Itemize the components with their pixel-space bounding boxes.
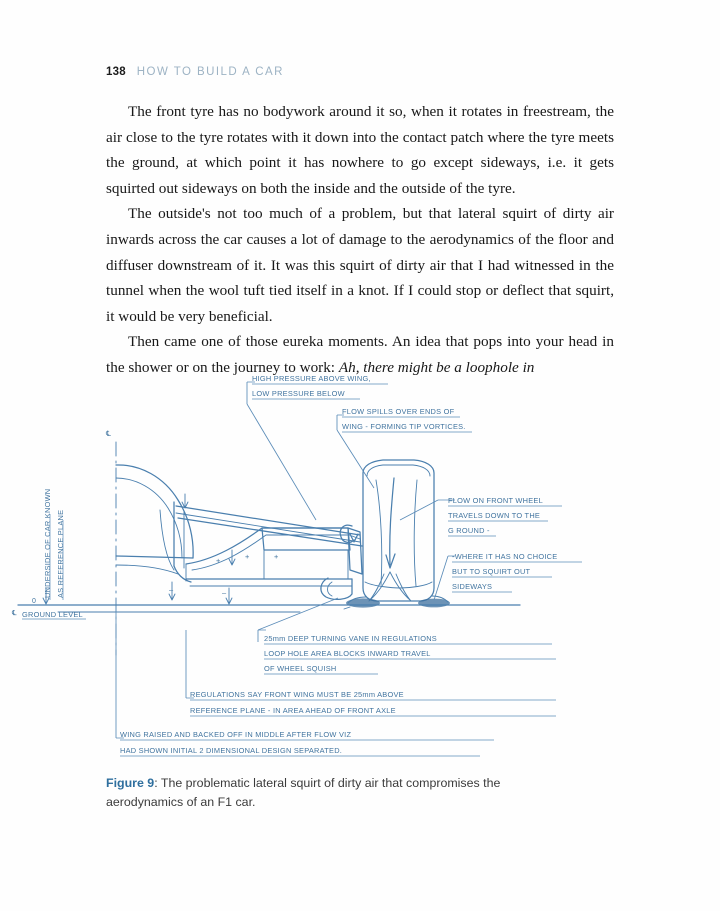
- figure-caption-label: Figure 9: [106, 776, 155, 790]
- paragraph-1: The front tyre has no bodywork around it so, when it rotates in freestream, the air close to the tyre rotates with it down into the contact patch where the tyre meets the ground, at which point it has nowhere to go except sideways, i.e. it gets squirted out sideways on both the inside and the outside of the tyre.: [106, 103, 614, 197]
- annotation-regs-line-1: REGULATIONS SAY FRONT WING MUST BE 25mm ABOVE: [190, 690, 404, 699]
- body-text-column: [106, 99, 614, 381]
- pressure-plus-2: +: [245, 552, 250, 561]
- annotation-wing-raised: [116, 610, 494, 756]
- book-title: HOW TO BUILD A CAR: [136, 66, 284, 78]
- annotation-wheel-flow-line-1: FLOW ON FRONT WHEEL: [448, 496, 543, 505]
- annotation-left-line-2: AS REFERENCE PLANE: [56, 509, 65, 598]
- figure-caption-separator: :: [154, 776, 161, 790]
- diagram-canvas: [0, 360, 720, 780]
- annotation-wing-raised-line-2: HAD SHOWN INITIAL 2 DIMENSIONAL DESIGN SEPARATED.: [120, 746, 343, 755]
- figure-caption-text: The problematic lateral squirt of dirty air that compromises the aerodynamics of an F1 car.: [106, 776, 501, 809]
- annotation-vane-line-2: LOOP HOLE AREA BLOCKS INWARD TRAVEL: [264, 649, 431, 658]
- figure-caption: [106, 774, 566, 811]
- annotation-vortices-line-2: WING - FORMING TIP VORTICES.: [342, 422, 466, 431]
- ground-level-label: GROUND LEVEL: [22, 610, 83, 619]
- centreline: [105, 429, 116, 655]
- squirt-shading-outer: [418, 596, 450, 607]
- pressure-markers: [169, 494, 279, 604]
- paragraph-3-roman: Then came one of those eureka moments. An idea that pops into your head in the shower or on the journey to work:: [106, 333, 614, 376]
- pressure-minus-2: –: [222, 588, 227, 597]
- annotation-tip-vortices: [337, 407, 472, 488]
- annotation-squirt-line-1: -WHERE IT HAS NO CHOICE: [452, 552, 558, 561]
- annotation-left-vertical: [43, 489, 65, 600]
- ground-centreline-symbol: ℄: [12, 610, 17, 617]
- page-number: 138: [106, 66, 126, 78]
- annotation-left-line-1: UNDERSIDE OF CAR KNOWN: [43, 488, 52, 598]
- paragraph-3-italic: Ah, there might be a loophole in: [338, 358, 535, 376]
- annotation-squirt: [434, 552, 582, 600]
- running-head: [106, 66, 284, 78]
- pressure-plus-1: +: [216, 556, 221, 565]
- annotation-wheel-flow-line-3: G ROUND -: [448, 526, 490, 535]
- annotation-vortices-line-1: FLOW SPILLS OVER ENDS OF: [342, 407, 455, 416]
- squirt-shading-inner: [344, 597, 380, 609]
- annotation-regs-line-2: REFERENCE PLANE - IN AREA AHEAD OF FRONT AXLE: [190, 706, 396, 715]
- annotation-wheel-flow: [400, 496, 562, 536]
- annotation-wing-raised-line-1: WING RAISED AND BACKED OFF IN MIDDLE AFTER FLOW VIZ: [120, 730, 352, 739]
- annotation-pressure: [247, 374, 388, 520]
- front-wing: [176, 506, 362, 599]
- annotation-wheel-flow-line-2: TRAVELS DOWN TO THE: [448, 511, 541, 520]
- annotation-vane-line-3: OF WHEEL SQUISH: [264, 664, 337, 673]
- paragraph-2: The outside's not too much of a problem, but that lateral squirt of dirty air inwards across the car causes a lot of damage to the aerodynamics of the floor and diffuser downstream of it. It was this squirt of dirty air that I had witnessed in the tunnel when the wool tuft tied itself in a knot. If I could stop or deflect that squirt, it would be very beneficial.: [106, 205, 614, 325]
- annotation-squirt-line-3: SIDEWAYS: [452, 582, 493, 591]
- pressure-minus-1: –: [169, 585, 174, 594]
- annotation-vane-line-1: 25mm DEEP TURNING VANE IN REGULATIONS: [264, 634, 437, 643]
- annotation-turning-vane: [258, 598, 556, 674]
- pressure-plus-3: +: [274, 552, 279, 561]
- ground-zero-label: 0: [32, 598, 37, 605]
- annotation-squirt-line-2: BUT TO SQUIRT OUT: [452, 567, 531, 576]
- annotation-pressure-line-2: LOW PRESSURE BELOW: [252, 389, 345, 398]
- figure-9-diagram: [0, 360, 720, 780]
- annotation-pressure-line-1: HIGH PRESSURE ABOVE WING,: [252, 374, 371, 383]
- centreline-symbol: ℄: [106, 429, 111, 438]
- nose-cone: [116, 465, 193, 582]
